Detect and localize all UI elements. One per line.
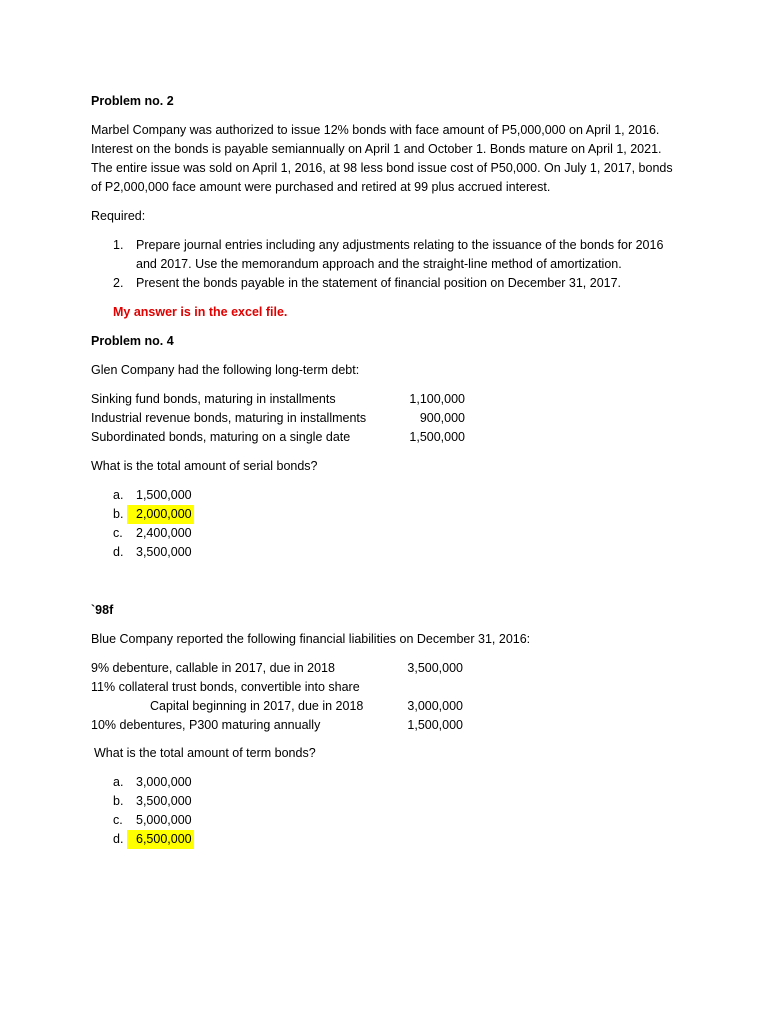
problem-4-heading: Problem no. 4	[91, 334, 174, 348]
problem-2-paragraph-line: of P2,000,000 face amount were purchased and retired at 99 plus accrued interest.	[91, 180, 551, 194]
liability-label: 9% debenture, callable in 2017, due in 2018	[91, 661, 335, 675]
choice-letter: b.	[113, 794, 124, 808]
choice-value: 3,500,000	[136, 545, 192, 559]
required-item-line: and 2017. Use the memorandum approach and the straight-line method of amortization.	[136, 257, 622, 271]
problem-5-question: What is the total amount of term bonds?	[94, 746, 316, 760]
debt-amount: 1,100,000	[409, 392, 465, 406]
choice-value: 3,000,000	[136, 775, 192, 789]
liability-label: 10% debentures, P300 maturing annually	[91, 718, 321, 732]
problem-5-heading: `98f	[91, 603, 114, 617]
problem-4-question: What is the total amount of serial bonds?	[91, 459, 318, 473]
problem-2-heading: Problem no. 2	[91, 94, 174, 108]
required-item-line: Present the bonds payable in the statement of financial position on December 31, 2017.	[136, 276, 622, 290]
required-item-number: 2.	[113, 276, 124, 290]
liability-amount: 1,500,000	[407, 718, 463, 732]
liability-amount: 3,000,000	[407, 699, 463, 713]
problem-4-intro: Glen Company had the following long-term debt:	[91, 363, 360, 377]
choice-letter: d.	[113, 545, 124, 559]
required-label: Required:	[91, 209, 146, 223]
choice-value: 5,000,000	[136, 813, 192, 827]
debt-amount: 900,000	[419, 411, 465, 425]
choice-letter: a.	[113, 488, 124, 502]
choice-value: 2,400,000	[136, 526, 192, 540]
choice-value: 1,500,000	[136, 488, 192, 502]
problem-2-paragraph-line: The entire issue was sold on April 1, 2016, at 98 less bond issue cost of P50,000. On July 1, 2017, bonds	[91, 161, 673, 175]
required-item-number: 1.	[113, 238, 124, 252]
debt-label: Industrial revenue bonds, maturing in installments	[91, 411, 367, 425]
problem-2-paragraph-line: Marbel Company was authorized to issue 12% bonds with face amount of P5,000,000 on April 1, 2016.	[91, 123, 660, 137]
choice-letter: d.	[113, 832, 124, 846]
choice-letter: b.	[113, 507, 124, 521]
choice-letter: a.	[113, 775, 124, 789]
choice-letter: c.	[113, 526, 123, 540]
liability-label-continued: Capital beginning in 2017, due in 2018	[150, 699, 364, 713]
choice-letter: c.	[113, 813, 123, 827]
required-item-line: Prepare journal entries including any adjustments relating to the issuance of the bonds for 2016	[136, 238, 664, 252]
liability-label: 11% collateral trust bonds, convertible into share	[91, 680, 360, 694]
problem-2-paragraph-line: Interest on the bonds is payable semiannually on April 1 and October 1. Bonds mature on April 1, 2021.	[91, 142, 662, 156]
debt-amount: 1,500,000	[409, 430, 465, 444]
choice-value-highlighted: 2,000,000	[127, 505, 194, 524]
debt-label: Subordinated bonds, maturing on a single date	[91, 430, 351, 444]
choice-value-highlighted: 6,500,000	[127, 830, 194, 849]
choice-value: 3,500,000	[136, 794, 192, 808]
problem-5-intro: Blue Company reported the following financial liabilities on December 31, 2016:	[91, 632, 531, 646]
liability-amount: 3,500,000	[407, 661, 463, 675]
debt-label: Sinking fund bonds, maturing in installments	[91, 392, 336, 406]
answer-note: My answer is in the excel file.	[113, 305, 288, 319]
